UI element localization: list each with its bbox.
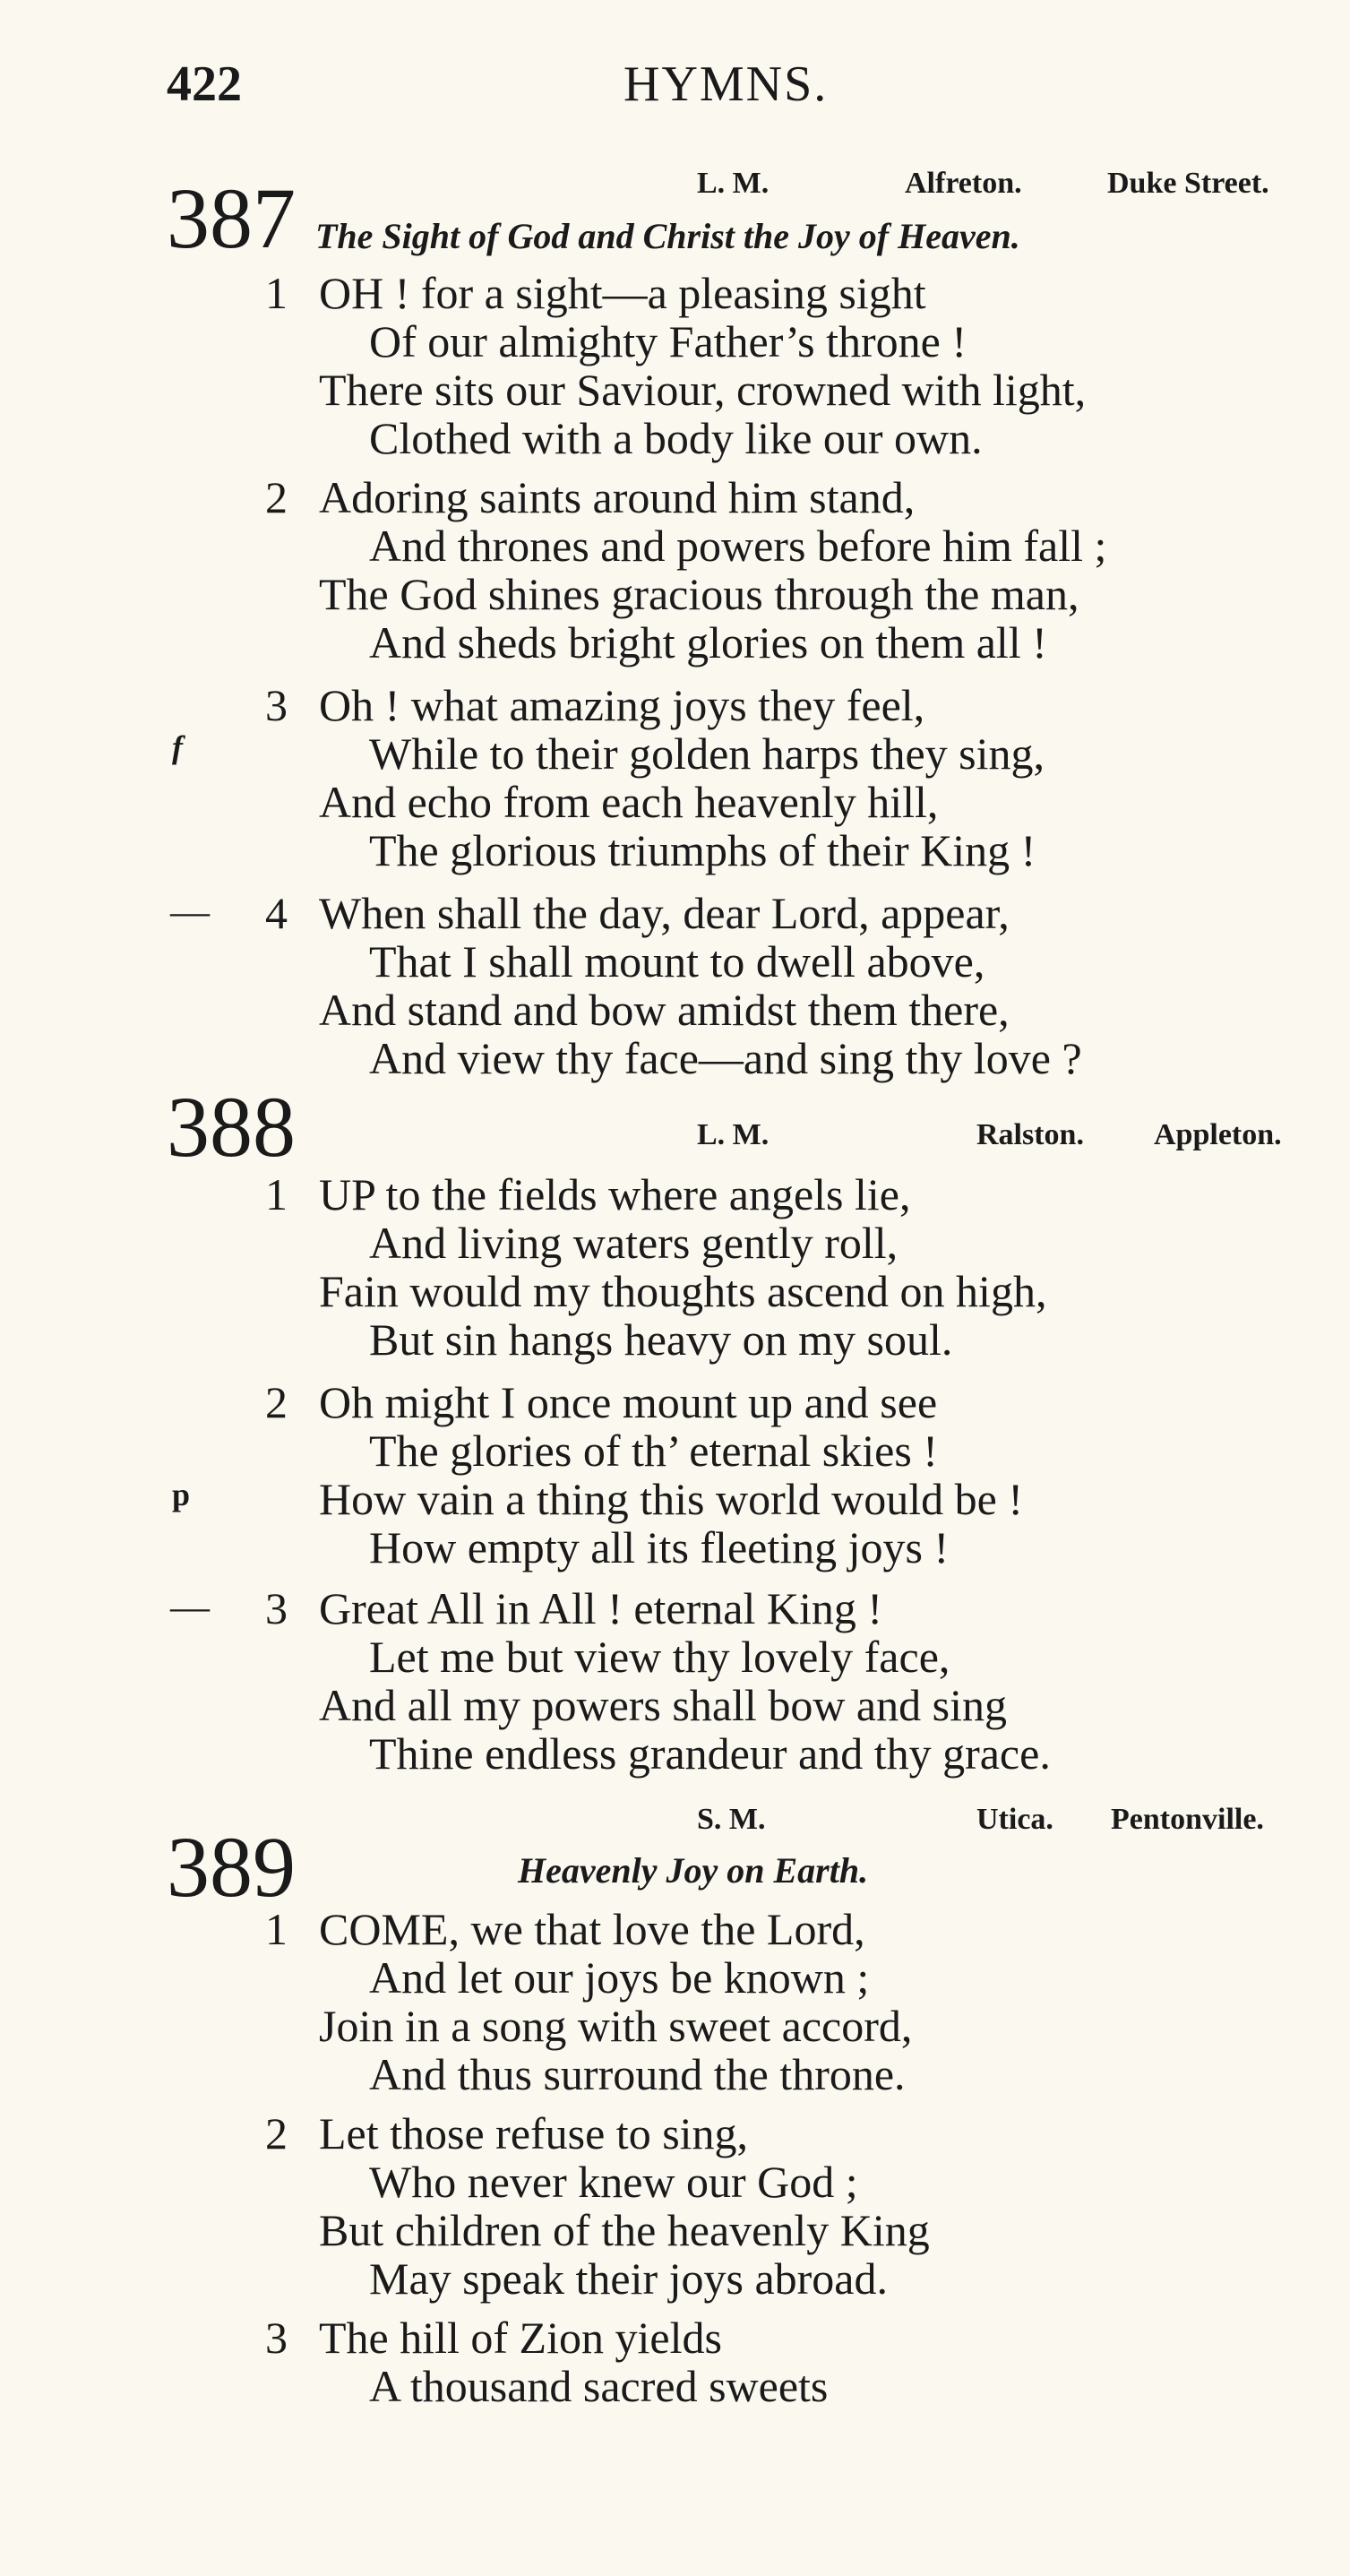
hymn-title: Heavenly Joy on Earth. [518, 1850, 869, 1891]
hymn-tune: Duke Street. [1107, 167, 1269, 200]
hymn-number: 388 [167, 1079, 296, 1175]
verse-number: 3 [265, 2313, 288, 2363]
verse-line: UP to the fields where angels lie, [319, 1169, 911, 1219]
verse-number: 3 [265, 1583, 288, 1633]
verse-number: 2 [265, 472, 288, 522]
hymn-tune: Utica. [976, 1803, 1053, 1836]
verse-line: And stand and bow amidst them there, [319, 985, 1010, 1035]
verse-line: Of our almighty Father’s throne ! [369, 316, 967, 366]
dynamic-mark: p [172, 1477, 191, 1512]
verse-line: When shall the day, dear Lord, appear, [319, 888, 1010, 938]
page-number: 422 [167, 56, 242, 112]
hymn-title: The Sight of God and Christ the Joy of Heaven. [315, 216, 1020, 256]
verse-line: The God shines gracious through the man, [319, 569, 1079, 619]
hymn-tune: Pentonville. [1111, 1803, 1264, 1836]
verse-line: Oh ! what amazing joys they feel, [319, 680, 925, 730]
verse-line: Clothed with a body like our own. [369, 413, 983, 463]
running-head: HYMNS. [623, 56, 829, 112]
verse-number: 3 [265, 680, 288, 730]
verse-line: And let our joys be known ; [369, 1952, 870, 2003]
verse-line: And living waters gently roll, [369, 1218, 899, 1268]
hymn-tune: Ralston. [976, 1118, 1084, 1151]
hymn-meter: L. M. [697, 167, 770, 200]
verse-line: The glories of th’ eternal skies ! [369, 1426, 938, 1476]
verse-line: There sits our Saviour, crowned with light, [319, 365, 1087, 415]
hymn-tune: Appleton. [1154, 1118, 1282, 1151]
verse-line: Adoring saints around him stand, [319, 472, 916, 522]
verse-line: COME, we that love the Lord, [319, 1904, 865, 1954]
verse-line: Let me but view thy lovely face, [369, 1632, 950, 1682]
verse-line: But children of the heavenly King [319, 2205, 930, 2255]
verse-number: 1 [265, 268, 288, 318]
verse-line: And all my powers shall bow and sing [319, 1680, 1007, 1730]
verse-line: Join in a song with sweet accord, [319, 2001, 913, 2051]
verse-line: Who never knew our God ; [369, 2157, 858, 2207]
verse-number: 2 [265, 1377, 288, 1427]
verse-line: And thus surround the throne. [369, 2049, 906, 2099]
dynamic-mark: — [170, 890, 210, 934]
verse-line: And view thy face—and sing thy love ? [369, 1033, 1082, 1083]
verse-line: How empty all its fleeting joys ! [369, 1522, 950, 1572]
verse-line: Oh might I once mount up and see [319, 1377, 938, 1427]
verse-line: Fain would my thoughts ascend on high, [319, 1266, 1047, 1316]
hymn-number: 387 [167, 170, 296, 266]
verse-number: 1 [265, 1169, 288, 1219]
verse-line: And thrones and powers before him fall ; [369, 521, 1107, 571]
verse-line: But sin hangs heavy on my soul. [369, 1314, 953, 1365]
verse-line: While to their golden harps they sing, [369, 728, 1045, 779]
verse-number: 4 [265, 888, 288, 938]
hymn-tune: Alfreton. [905, 167, 1022, 200]
verse-line: May speak their joys abroad. [369, 2253, 889, 2304]
verse-line: The hill of Zion yields [319, 2313, 722, 2363]
hymn-number: 389 [167, 1819, 296, 1915]
verse-line: Thine endless grandeur and thy grace. [369, 1728, 1051, 1779]
hymn-meter: L. M. [697, 1118, 770, 1151]
dynamic-mark: f [172, 729, 183, 765]
verse-line: The glorious triumphs of their King ! [369, 825, 1036, 875]
dynamic-mark: — [170, 1585, 210, 1629]
verse-number: 2 [265, 2108, 288, 2158]
verse-line: And echo from each heavenly hill, [319, 777, 939, 827]
verse-number: 1 [265, 1904, 288, 1954]
verse-line: That I shall mount to dwell above, [369, 936, 985, 986]
verse-line: A thousand sacred sweets [369, 2361, 829, 2411]
verse-line: How vain a thing this world would be ! [319, 1474, 1024, 1524]
verse-line: OH ! for a sight—a pleasing sight [319, 268, 926, 318]
verse-line: Let those refuse to sing, [319, 2108, 749, 2158]
verse-line: And sheds bright glories on them all ! [369, 617, 1047, 668]
hymn-meter: S. M. [697, 1803, 766, 1836]
verse-line: Great All in All ! eternal King ! [319, 1583, 883, 1633]
